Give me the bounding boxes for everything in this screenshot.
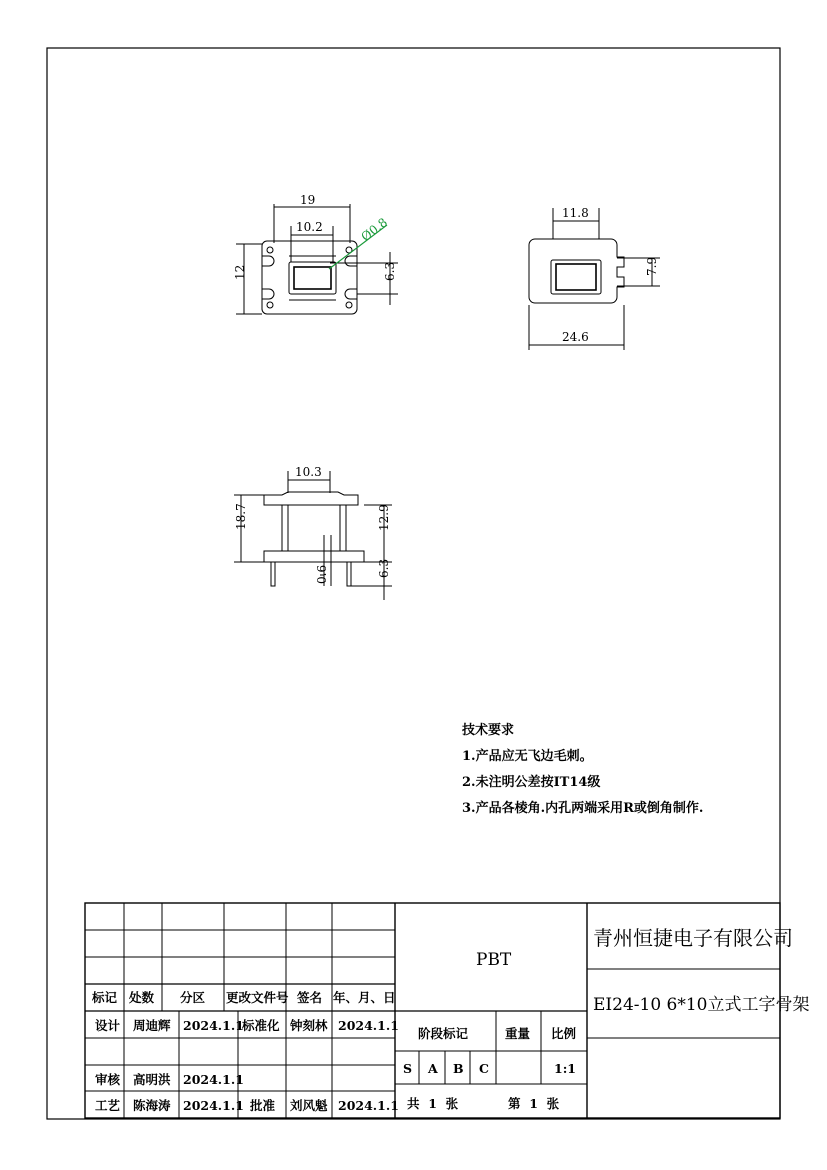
tb-part-name: EI24-10 6*10立式工字骨架 [593,995,810,1015]
tb-header-sign: 签名 [297,990,323,1005]
tb-stage-a: A [428,1061,438,1076]
tb-header-count: 处数 [129,990,155,1005]
tb-total-sheets: 共 1 张 [407,1096,459,1111]
tb-sheet-no: 第 1 张 [508,1096,560,1111]
tb-review-date: 2024.1.1 [183,1072,244,1087]
tb-header-mark: 标记 [92,990,118,1005]
tb-stage-label: 阶段标记 [418,1026,469,1041]
dim-side-pin-len: 6.3 [377,558,391,578]
tb-design-name: 周迪辉 [133,1018,171,1033]
tb-header-zone: 分区 [180,990,206,1005]
tb-review-name: 高明洪 [133,1072,171,1087]
tb-design-label: 设计 [95,1018,121,1033]
dim-side-top: 10.3 [295,465,322,479]
dim-side-total-height: 18.7 [234,503,248,530]
sheet-border [47,48,780,1119]
tb-review-label: 审核 [95,1072,121,1087]
dim-bottom-height: 7.9 [645,256,659,276]
tb-std-date: 2024.1.1 [338,1018,399,1033]
tb-header-date: 年、月、日 [333,990,396,1005]
tb-scale-label: 比例 [551,1026,577,1041]
dim-top-height: 12 [233,264,247,280]
tb-design-date: 2024.1.1 [183,1018,244,1033]
tb-stage-c: C [479,1061,489,1076]
tb-stage-b: B [453,1061,464,1076]
notes-item-1: 1.产品应无飞边毛刺。 [462,749,593,764]
dim-top-width: 19 [300,193,316,207]
side-view [234,471,392,600]
tb-scale-value: 1:1 [554,1061,577,1076]
bottom-view [529,208,660,350]
dim-side-body: 12.9 [377,504,391,531]
tb-approve-name: 刘风魁 [290,1098,328,1113]
tb-material: PBT [476,950,512,970]
tb-company: 青州恒捷电子有限公司 [593,926,793,950]
notes-title: 技术要求 [462,723,515,738]
tb-process-date: 2024.1.1 [183,1098,244,1113]
dim-top-offset: 6.3 [383,261,397,281]
tb-process-label: 工艺 [95,1098,121,1113]
tb-approve-label: 批准 [250,1098,276,1113]
tb-std-label: 标准化 [242,1018,280,1033]
tb-process-name: 陈海涛 [133,1098,171,1113]
notes-item-3: 3.产品各棱角.内孔两端采用R或倒角制作. [462,801,704,816]
dim-side-pin-dia: 0.6 [315,564,329,584]
dim-bottom-width: 24.6 [562,330,589,344]
tb-header-docno: 更改文件号 [226,990,289,1005]
dim-top-window: 10.2 [296,220,323,234]
technical-requirements [462,718,703,822]
dim-top-diameter: Ø0.8 [358,215,390,244]
notes-item-2: 2.未注明公差按IT14级 [462,775,601,790]
tb-approve-date: 2024.1.1 [338,1098,399,1113]
tb-weight-label: 重量 [505,1026,531,1041]
tb-std-name: 钟刻林 [290,1018,328,1033]
tb-stage-s: S [403,1061,413,1076]
dim-bottom-inner: 11.8 [562,206,589,220]
